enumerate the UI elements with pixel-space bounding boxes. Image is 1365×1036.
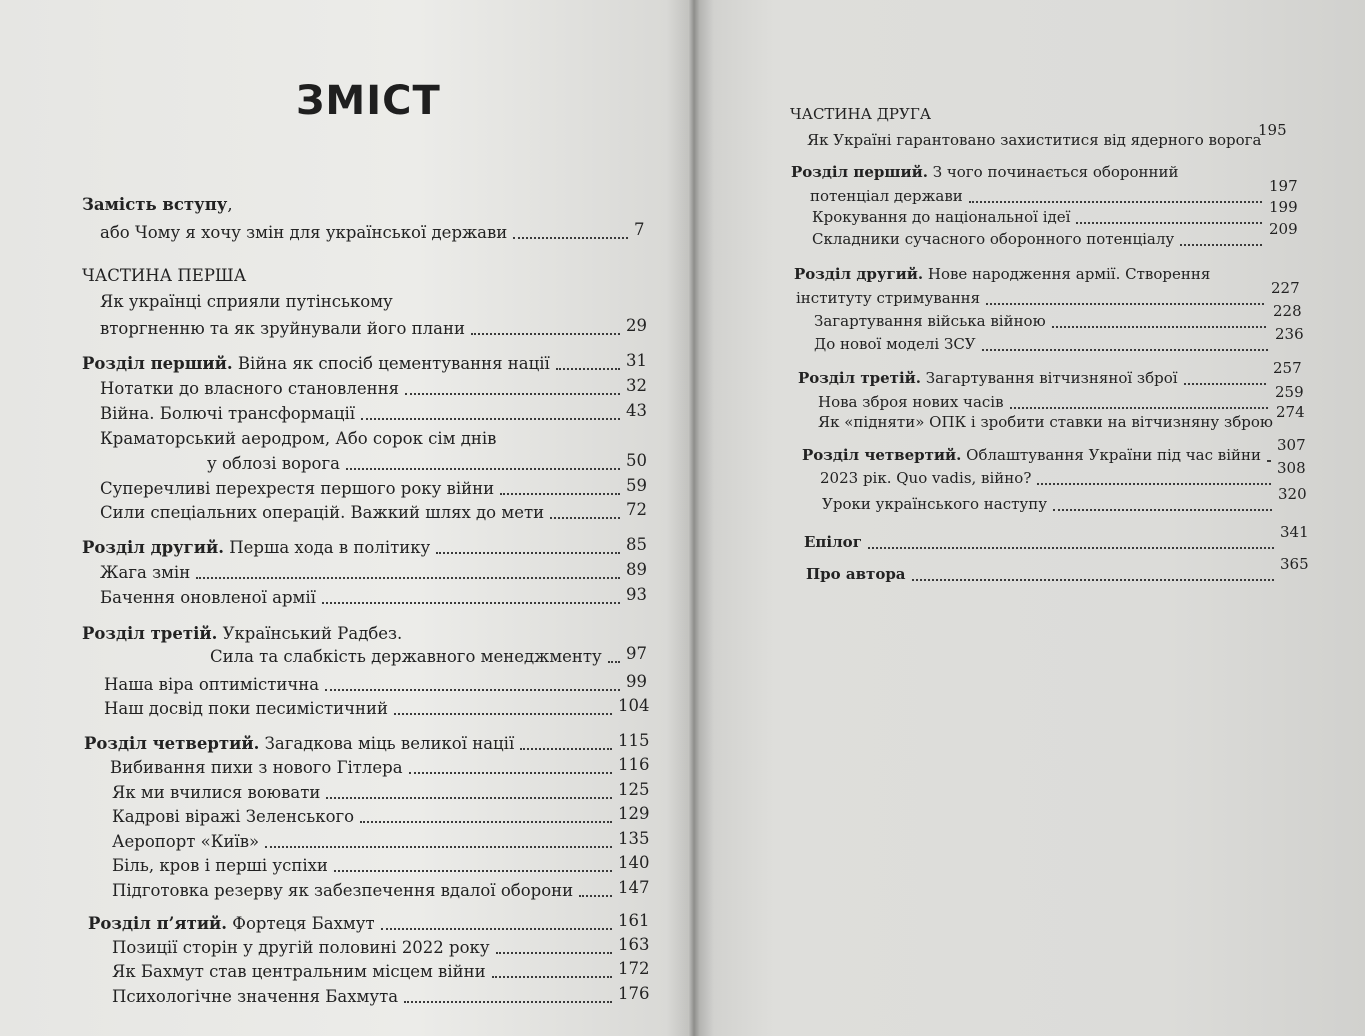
toc-entry-text: [100, 403, 355, 425]
toc-page-number: 307: [1277, 436, 1306, 454]
toc-entry-heading: Замість вступу: [82, 195, 228, 214]
toc-entry-text: [796, 288, 980, 308]
toc-entry-text: [82, 194, 233, 216]
toc-entry-text: [822, 494, 1047, 514]
toc-entry-title: Психологічне значення Бахмута: [112, 987, 399, 1006]
toc-entry-text: [812, 229, 1174, 249]
toc-page-number: 7: [634, 220, 645, 239]
dot-leader: [394, 713, 612, 715]
dot-leader: [334, 870, 612, 872]
toc-entry-title: Наша віра оптимістична: [104, 675, 320, 694]
toc-entry-heading: Розділ четвертий.: [84, 734, 260, 753]
toc-entry-text: [818, 412, 1273, 432]
toc-page-number: 320: [1278, 485, 1307, 503]
toc-entry-text: [812, 207, 1070, 227]
toc-entry-heading: Розділ другий.: [82, 538, 225, 557]
toc-entry-text: [82, 265, 246, 287]
toc-entry-title: інституту стримування: [796, 289, 981, 307]
toc-entry-text: [100, 428, 496, 450]
toc-entry-title: Загадкова міць великої нації: [259, 734, 515, 753]
toc-entry-heading: Розділ перший.: [82, 354, 233, 373]
toc-entry-title: Складники сучасного оборонного потенціалу: [812, 230, 1175, 248]
toc-entry-title: Як «підняти» ОПК і зробити ставки на вітчизняну зброю: [818, 413, 1273, 431]
page-title: ЗМІСТ: [296, 78, 441, 124]
dot-leader: [1180, 244, 1262, 246]
toc-entry-heading: Розділ третій.: [798, 369, 922, 387]
dot-leader: [520, 748, 612, 750]
toc-entry-text: [112, 986, 398, 1008]
toc-page-number: 161: [618, 911, 650, 930]
toc-entry-text: [104, 674, 319, 696]
toc-entry-title: З чого починається оборонний: [927, 163, 1179, 181]
toc-page-number: 129: [618, 804, 650, 823]
toc-page-number: 199: [1269, 198, 1298, 216]
toc-page-number: 341: [1280, 523, 1309, 541]
toc-entry-text: [810, 186, 963, 206]
toc-page-number: 308: [1277, 459, 1306, 477]
toc-entry-text: [112, 855, 328, 877]
dot-leader: [436, 552, 620, 554]
dot-leader: [360, 821, 612, 823]
dot-leader: [409, 772, 612, 774]
toc-page-number: 172: [618, 959, 650, 978]
toc-entry-heading: Розділ четвертий.: [802, 446, 962, 464]
toc-page-number: 85: [626, 535, 647, 554]
toc-entry-text: [82, 353, 550, 375]
toc-entry-title: Суперечливі перехрестя першого року війни: [100, 479, 495, 498]
toc-page-number: 257: [1273, 359, 1302, 377]
toc-entry-text: [100, 478, 494, 500]
dot-leader: [1184, 383, 1266, 385]
toc-entry-title: Підготовка резерву як забезпечення вдалої оборони: [112, 881, 574, 900]
toc-entry-title: Краматорський аеродром, Або сорок сім днів: [100, 429, 497, 448]
dot-leader: [325, 689, 620, 691]
toc-entry-text: [802, 445, 1261, 465]
toc-page-number: 115: [618, 731, 650, 750]
toc-entry-text: [100, 502, 544, 524]
toc-page-number: 89: [626, 560, 647, 579]
toc-page-number: 116: [618, 755, 650, 774]
toc-page-number: 97: [626, 644, 647, 663]
dot-leader: [982, 349, 1268, 351]
toc-page-number: 29: [626, 316, 647, 335]
toc-entry-title: ЧАСТИНА ДРУГА: [790, 105, 932, 123]
toc-page-number: 195: [1258, 121, 1287, 139]
dot-leader: [1076, 222, 1262, 224]
toc-entry-title: ЧАСТИНА ПЕРША: [82, 266, 247, 285]
toc-entry-text: [806, 564, 906, 584]
toc-entry-text: [112, 961, 486, 983]
dot-leader: [471, 333, 620, 335]
toc-entry-text: [100, 587, 316, 609]
dot-leader: [969, 201, 1262, 203]
toc-entry-title: Як Бахмут став центральним місцем війни: [112, 962, 486, 981]
toc-page-number: 274: [1276, 403, 1305, 421]
toc-entry-text: [112, 806, 354, 828]
toc-page-number: 176: [618, 984, 650, 1003]
toc-page-number: 227: [1271, 279, 1300, 297]
toc-entry-heading: Про автора: [806, 565, 906, 583]
toc-entry-title: Український Радбез.: [217, 624, 403, 643]
toc-entry-text: [110, 757, 403, 779]
toc-entry-title: Як ми вчилися воювати: [112, 783, 321, 802]
dot-leader: [500, 493, 620, 495]
toc-entry-title: Наш досвід поки песимістичний: [104, 699, 388, 718]
toc-entry-text: [804, 532, 862, 552]
toc-entry-text: [104, 698, 388, 720]
toc-entry-text: [207, 453, 340, 475]
dot-leader: [550, 517, 620, 519]
toc-entry-heading: Розділ перший.: [791, 163, 928, 181]
toc-entry-title: Нове народження армії. Створення: [923, 265, 1211, 283]
toc-entry-title: Уроки українського наступу: [822, 495, 1048, 513]
toc-entry-text: [100, 378, 399, 400]
toc-page-number: 228: [1273, 302, 1302, 320]
toc-entry-title: потенціал держави: [810, 187, 963, 205]
toc-entry-text: [100, 318, 465, 340]
toc-entry-title: Крокування до національної ідеї: [812, 208, 1071, 226]
toc-entry-text: [82, 537, 430, 559]
dot-leader: [556, 368, 620, 370]
toc-entry-text: [82, 623, 402, 645]
dot-leader: [381, 928, 612, 930]
dot-leader: [1052, 326, 1266, 328]
toc-entry-title: Сила та слабкість державного менеджменту: [210, 647, 602, 666]
toc-entry-title: Облаштування України під час війни: [961, 446, 1262, 464]
right-page: [694, 0, 1365, 1036]
book-gutter: [688, 0, 700, 1036]
dot-leader: [513, 237, 628, 239]
dot-leader: [1053, 509, 1272, 511]
toc-entry-title: Сили спеціальних операцій. Важкий шлях до мети: [100, 503, 545, 522]
dot-leader: [404, 1001, 612, 1003]
toc-entry-text: [84, 733, 514, 755]
toc-entry-title: Нотатки до власного становлення: [100, 379, 399, 398]
toc-entry-text: [100, 562, 190, 584]
toc-entry-text: [794, 264, 1210, 284]
toc-page-number: 125: [618, 780, 650, 799]
dot-leader: [326, 797, 612, 799]
toc-page-number: 72: [626, 500, 647, 519]
toc-page-number: 365: [1280, 555, 1309, 573]
toc-entry-heading: Розділ другий.: [794, 265, 924, 283]
toc-entry-title: Як Україні гарантовано захиститися від ядерного ворога: [807, 131, 1262, 149]
toc-entry-text: [88, 913, 375, 935]
toc-entry-title: Аеропорт «Київ»: [112, 832, 260, 851]
toc-entry-title: Загартування вітчизняної зброї: [921, 369, 1178, 387]
dot-leader: [196, 577, 620, 579]
dot-leader: [868, 547, 1274, 549]
toc-entry-title: Біль, кров і перші успіхи: [112, 856, 328, 875]
toc-entry-text: [100, 291, 393, 313]
dot-leader: [1267, 460, 1271, 462]
toc-entry-title: Фортеця Бахмут: [227, 914, 375, 933]
toc-page-number: 31: [626, 351, 647, 370]
dot-leader: [405, 393, 620, 395]
toc-page-number: 32: [626, 376, 647, 395]
toc-entry-title: Вибивання пихи з нового Гітлера: [110, 758, 403, 777]
toc-entry-text: [790, 104, 931, 124]
toc-entry-text: [820, 468, 1031, 488]
dot-leader: [346, 468, 620, 470]
dot-leader: [322, 602, 620, 604]
dot-leader: [608, 661, 620, 663]
toc-entry-title: вторгненню та як зруйнували його плани: [100, 319, 465, 338]
toc-entry-title: Жага змін: [100, 563, 191, 582]
toc-page-number: 59: [626, 476, 647, 495]
toc-page-number: 43: [626, 401, 647, 420]
toc-entry-title: Нова зброя нових часів: [818, 393, 1004, 411]
toc-entry-heading: Розділ п’ятий.: [88, 914, 228, 933]
toc-entry-title: Загартування війська війною: [814, 312, 1046, 330]
toc-page-number: 236: [1275, 325, 1304, 343]
toc-entry-title: або Чому я хочу змін для української держави: [100, 223, 508, 242]
toc-entry-text: [100, 222, 507, 244]
toc-entry-title: 2023 рік. Quo vadis, війно?: [820, 469, 1032, 487]
toc-entry-text: [818, 392, 1004, 412]
toc-page-number: 163: [618, 935, 650, 954]
toc-page-number: 209: [1269, 220, 1298, 238]
toc-entry-text: [807, 130, 1261, 150]
toc-page-number: 197: [1269, 177, 1298, 195]
toc-entry-title: Бачення оновленої армії: [100, 588, 316, 607]
toc-entry-text: [814, 311, 1046, 331]
toc-page-number: 147: [618, 878, 650, 897]
toc-entry-text: [798, 368, 1178, 388]
toc-entry-text: [814, 334, 976, 354]
dot-leader: [265, 846, 612, 848]
toc-page-number: 259: [1275, 383, 1304, 401]
toc-entry-title: у облозі ворога: [207, 454, 340, 473]
toc-entry-text: [112, 831, 259, 853]
toc-entry-text: [112, 782, 320, 804]
toc-page-number: 104: [618, 696, 650, 715]
toc-entry-text: [112, 937, 490, 959]
toc-page-number: 50: [626, 451, 647, 470]
toc-entry-title: Позиції сторін у другій половині 2022 року: [112, 938, 490, 957]
toc-entry-title: Перша хода в політику: [224, 538, 431, 557]
toc-page-number: 93: [626, 585, 647, 604]
dot-leader: [496, 952, 612, 954]
toc-page-number: 140: [618, 853, 650, 872]
toc-entry-title: До нової моделі ЗСУ: [814, 335, 976, 353]
toc-entry-title: Війна. Болючі трансформації: [100, 404, 356, 423]
toc-entry-title: Війна як спосіб цементування нації: [232, 354, 550, 373]
toc-entry-title: Кадрові віражі Зеленського: [112, 807, 355, 826]
dot-leader: [579, 895, 612, 897]
toc-entry-text: [112, 880, 573, 902]
toc-entry-title: Як українці сприяли путінському: [100, 292, 393, 311]
toc-page-number: 99: [626, 672, 647, 691]
dot-leader: [1010, 407, 1268, 409]
dot-leader: [986, 303, 1264, 305]
toc-entry-text: [791, 162, 1179, 182]
dot-leader: [492, 976, 612, 978]
dot-leader: [912, 579, 1274, 581]
toc-entry-text: [210, 646, 602, 668]
toc-page-number: 135: [618, 829, 650, 848]
dot-leader: [1037, 483, 1271, 485]
toc-entry-heading: Розділ третій.: [82, 624, 218, 643]
toc-entry-heading: Епілог: [804, 533, 862, 551]
toc-entry-title: ,: [227, 195, 233, 214]
dot-leader: [361, 418, 620, 420]
